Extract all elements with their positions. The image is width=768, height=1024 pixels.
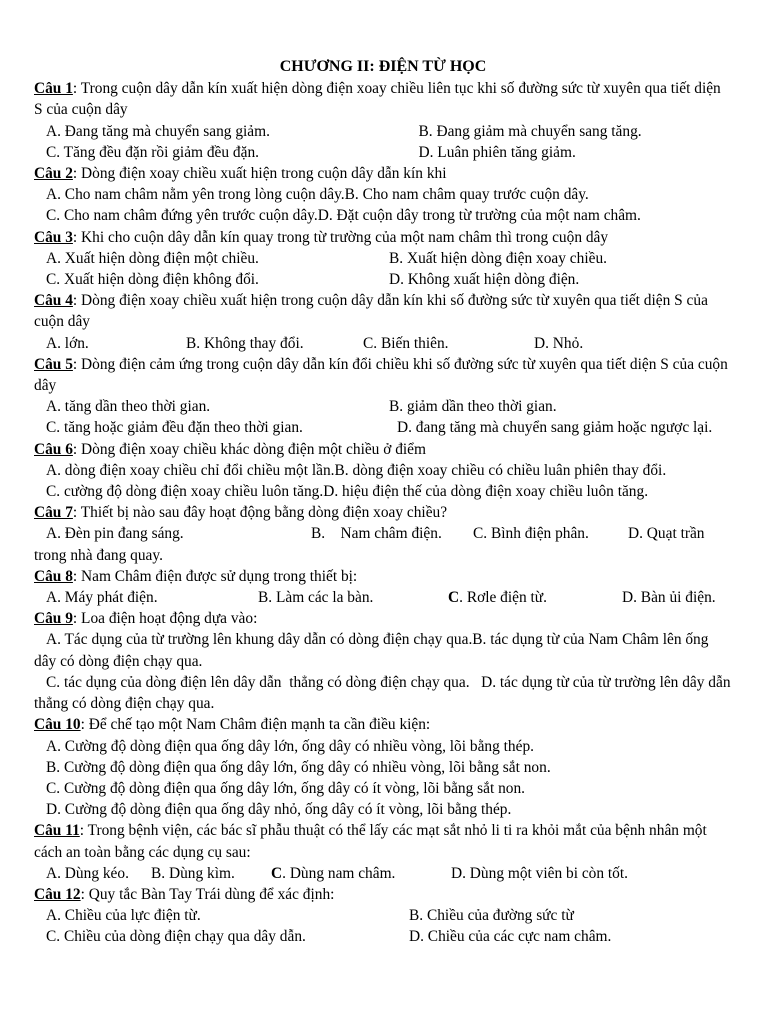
question-6 xyxy=(34,439,732,460)
options-row xyxy=(34,905,732,926)
option-c[interactable]: C. Tăng đều đặn rồi giảm đều đặn. xyxy=(46,143,259,161)
question-text: : Loa điện hoạt động dựa vào: xyxy=(72,610,258,628)
question-text: : Dòng điện xoay chiều xuất hiện trong cuộn dây dẫn kín khi xyxy=(72,165,447,183)
option-a[interactable]: A. tăng dần theo thời gian. xyxy=(46,398,211,416)
options-row xyxy=(34,333,732,354)
option-line[interactable]: C. tác dụng của dòng điện lên dây dẫn thẳng có dòng điện chạy qua. D. tác dụng từ của từ trường lên dây dẫn thẳng có dòng điện chạy qua. xyxy=(34,673,735,713)
question-9 xyxy=(34,608,732,629)
question-text: : Quy tắc Bàn Tay Trái dùng để xác định: xyxy=(80,885,335,903)
question-text: : Trong bệnh viện, các bác sĩ phẫu thuật có thể lấy các mạt sắt nhỏ li ti ra khỏi mắt của bệnh nhân một cách an toàn bằng các dụng cụ sau: xyxy=(34,822,707,861)
question-text: : Dòng điện xoay chiều xuất hiện trong cuộn dây dẫn kín khi số đường sức từ xuyên qua tiết diện S của cuộn dây xyxy=(34,292,708,331)
option-d[interactable]: D. Luân phiên tăng giảm. xyxy=(418,143,576,161)
option-d[interactable]: D. Nhỏ. xyxy=(534,334,584,352)
option-line[interactable]: A. Cường độ dòng điện qua ống dây lớn, ống dây có nhiều vòng, lõi bằng thép. xyxy=(46,737,534,755)
option-d[interactable]: D. Bàn ủi điện. xyxy=(622,589,716,607)
question-label: Câu 1 xyxy=(34,80,73,98)
options-row xyxy=(34,926,732,947)
option-line[interactable]: B. Cường độ dòng điện qua ống dây lớn, ống dây có nhiều vòng, lõi bằng sắt non. xyxy=(46,758,551,776)
options-row xyxy=(34,142,732,163)
options-row xyxy=(34,121,732,142)
chapter-title: CHƯƠNG II: ĐIỆN TỪ HỌC xyxy=(279,58,487,75)
question-12 xyxy=(34,884,732,905)
option-d[interactable]: D. đang tăng mà chuyển sang giảm hoặc ngược lại. xyxy=(397,419,713,437)
option-a[interactable]: A. lớn. xyxy=(46,334,89,352)
option-b[interactable]: B. Chiều của đường sức từ xyxy=(409,907,574,925)
option-c[interactable]: C. Biến thiên. xyxy=(363,334,449,352)
option-b[interactable]: B. Nam châm điện. xyxy=(311,525,442,543)
option-b[interactable]: B. Đang giảm mà chuyển sang tăng. xyxy=(418,122,642,140)
option-line[interactable]: C. cường độ dòng điện xoay chiều luôn tăng.D. hiệu điện thế của dòng điện xoay chiều luôn tăng. xyxy=(46,483,649,501)
question-1 xyxy=(34,78,732,120)
option-line[interactable]: C. Cường độ dòng điện qua ống dây lớn, ống dây có ít vòng, lõi bằng sắt non. xyxy=(46,779,526,797)
option-c[interactable]: C. Xuất hiện dòng điện không đổi. xyxy=(46,271,259,289)
option-c[interactable]: C. Dùng nam châm. xyxy=(271,864,396,882)
option-a[interactable]: A. Chiều của lực điện từ. xyxy=(46,907,201,925)
option-d[interactable]: D. Không xuất hiện dòng điện. xyxy=(389,271,580,289)
question-label: Câu 11 xyxy=(34,822,80,840)
question-label: Câu 7 xyxy=(34,504,73,522)
option-line[interactable]: D. Cường độ dòng điện qua ống dây nhỏ, ống dây có ít vòng, lõi bằng thép. xyxy=(46,801,512,819)
question-label: Câu 3 xyxy=(34,228,73,246)
question-7 xyxy=(34,502,732,523)
question-text: : Để chế tạo một Nam Châm điện mạnh ta cần điều kiện: xyxy=(80,716,431,734)
option-c[interactable]: C. tăng hoặc giảm đều đặn theo thời gian. xyxy=(46,419,303,437)
option-d[interactable]: D. Dùng một viên bi còn tốt. xyxy=(451,864,628,882)
option-b[interactable]: B. Dùng kìm. xyxy=(151,864,235,882)
option-b[interactable]: B. giảm dần theo thời gian. xyxy=(389,398,557,416)
question-text: : Khi cho cuộn dây dẫn kín quay trong từ trường của một nam châm thì trong cuộn dây xyxy=(72,228,609,246)
question-label: Câu 8 xyxy=(34,567,73,585)
question-8 xyxy=(34,566,732,587)
option-line[interactable]: C. Cho nam châm đứng yên trước cuộn dây.D. Đặt cuộn dây trong từ trường của một nam châm. xyxy=(46,207,641,225)
options-row xyxy=(34,269,732,290)
option-d[interactable]: D. Quạt trần trong nhà đang quay. xyxy=(34,525,705,564)
question-11 xyxy=(34,820,732,862)
option-a[interactable]: A. Đèn pin đang sáng. xyxy=(46,525,184,543)
options-row xyxy=(34,523,732,565)
question-label: Câu 4 xyxy=(34,292,73,310)
options-row xyxy=(34,417,732,438)
options-row xyxy=(34,248,732,269)
option-c[interactable]: C. Rơle điện từ. xyxy=(448,589,547,607)
question-text: : Trong cuộn dây dẫn kín xuất hiện dòng điện xoay chiều liên tục khi số đường sức từ xuyên qua tiết diện S của cuộn dây xyxy=(34,80,721,119)
options-row xyxy=(34,396,732,417)
option-b[interactable]: B. Không thay đổi. xyxy=(186,334,304,352)
question-label: Câu 12 xyxy=(34,885,81,903)
question-label: Câu 10 xyxy=(34,716,81,734)
option-a[interactable]: A. Xuất hiện dòng điện một chiều. xyxy=(46,249,259,267)
question-text: : Dòng điện cảm ứng trong cuộn dây dẫn kín đổi chiều khi số đường sức từ xuyên qua tiết diện S của cuộn dây xyxy=(34,355,728,395)
question-3 xyxy=(34,227,732,248)
option-d[interactable]: D. Chiều của các cực nam châm. xyxy=(409,928,612,946)
option-c[interactable]: C. Bình điện phân. xyxy=(473,525,589,543)
question-4 xyxy=(34,290,732,332)
option-b[interactable]: B. Làm các la bàn. xyxy=(258,589,374,607)
question-label: Câu 2 xyxy=(34,165,73,183)
option-a[interactable]: A. Dùng kéo. xyxy=(46,864,129,882)
option-a[interactable]: A. Đang tăng mà chuyển sang giảm. xyxy=(46,122,270,140)
question-5 xyxy=(34,354,732,396)
options-row xyxy=(34,587,732,608)
option-b[interactable]: B. Xuất hiện dòng điện xoay chiều. xyxy=(389,249,607,267)
question-label: Câu 5 xyxy=(34,355,73,373)
question-label: Câu 6 xyxy=(34,440,73,458)
question-label: Câu 9 xyxy=(34,610,73,628)
option-a[interactable]: A. Máy phát điện. xyxy=(46,589,158,607)
option-line[interactable]: A. dòng điện xoay chiều chỉ đổi chiều một lần.B. dòng điện xoay chiều có chiều luân phiên thay đổi. xyxy=(46,461,667,479)
question-text: : Dòng điện xoay chiều khác dòng điện một chiều ở điểm xyxy=(72,440,426,458)
options-row xyxy=(34,863,732,884)
question-2 xyxy=(34,163,732,184)
question-text: : Nam Châm điện được sử dụng trong thiết bị: xyxy=(72,567,358,585)
question-text: : Thiết bị nào sau đây hoạt động bằng dòng điện xoay chiều? xyxy=(72,504,448,522)
option-line[interactable]: A. Cho nam châm nằm yên trong lòng cuộn dây.B. Cho nam châm quay trước cuộn dây. xyxy=(46,186,589,204)
option-c[interactable]: C. Chiều của dòng điện chạy qua dây dẫn. xyxy=(46,928,306,946)
question-10 xyxy=(34,714,732,735)
option-line[interactable]: A. Tác dụng của từ trường lên khung dây dẫn có dòng điện chạy qua.B. tác dụng từ của Nam Châm lên ống dây có dòng điện chạy qua. xyxy=(34,631,717,670)
